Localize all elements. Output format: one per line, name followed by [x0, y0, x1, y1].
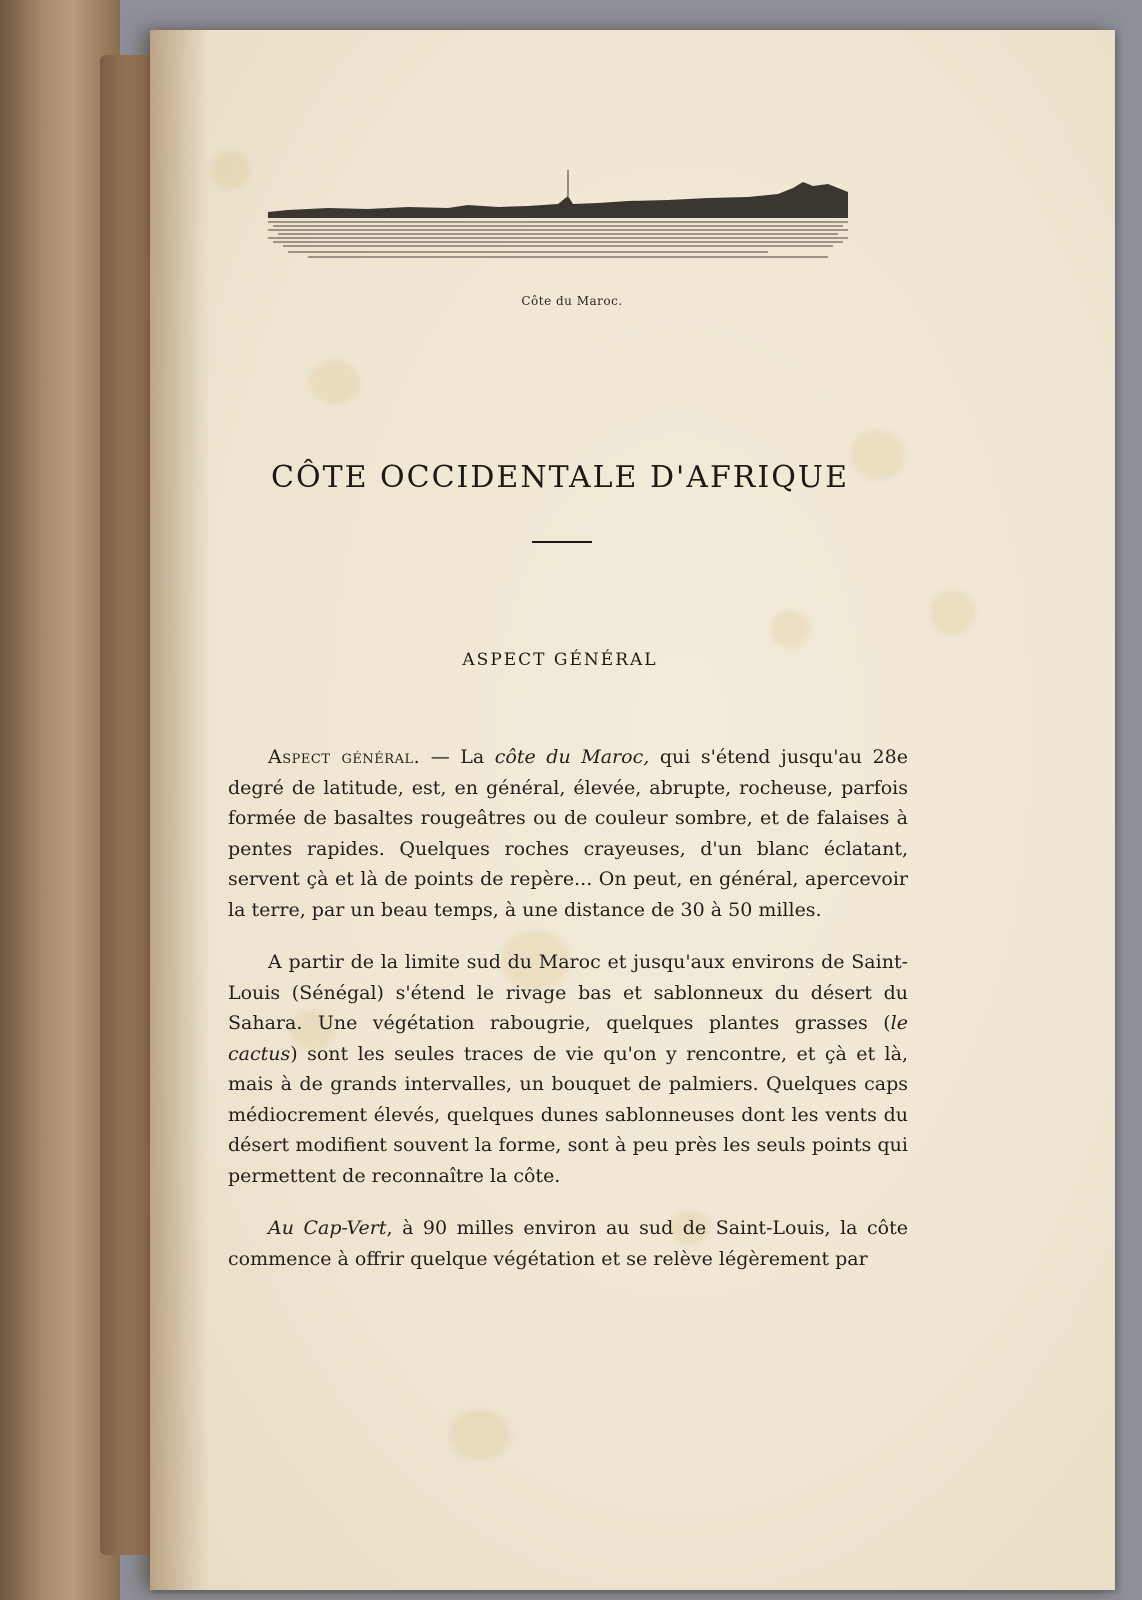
illustration-caption: Côte du Maroc. [521, 294, 623, 308]
title-rule [532, 541, 592, 543]
run-in-heading: Aspect général. [268, 746, 421, 768]
coastline-illustration [268, 170, 868, 270]
page-title: CÔTE OCCIDENTALE D'AFRIQUE [271, 460, 849, 495]
section-heading: ASPECT GÉNÉRAL [462, 650, 658, 670]
paragraph: A partir de la limite sud du Maroc et jusqu'aux environs de Saint-Louis (Sénégal) s'étend le rivage bas et sablonneux du désert du Sahara. Une végétation rabougrie, quelques plantes grasses (le cactus) sont les seules traces de vie qu'on y rencontre, et çà et là, mais à de grands intervalles, un bouquet de palmiers. Quelques caps médiocrement élevés, quelques dunes sablonneuses dont les vents du désert modifient souvent la forme, sont à peu près les seuls points qui permettent de reconnaître la côte. [228, 951, 908, 1187]
body-text [228, 742, 908, 1296]
paragraph: Aspect général. — La côte du Maroc, qui s'étend jusqu'au 28e degré de latitude, est, en général, élevée, abrupte, rocheuse, parfois formée de basaltes rougeâtres ou de couleur sombre, et de falaises à pentes rapides. Quelques roches crayeuses, d'un blanc éclatant, servent çà et là de points de repère... On peut, en général, apercevoir la terre, par un beau temps, à une distance de 30 à 50 milles. [228, 746, 908, 921]
paragraph: Au Cap-Vert, à 90 milles environ au sud de Saint-Louis, la côte commence à offrir quelque végétation et se relève légèrement par [228, 1217, 908, 1270]
